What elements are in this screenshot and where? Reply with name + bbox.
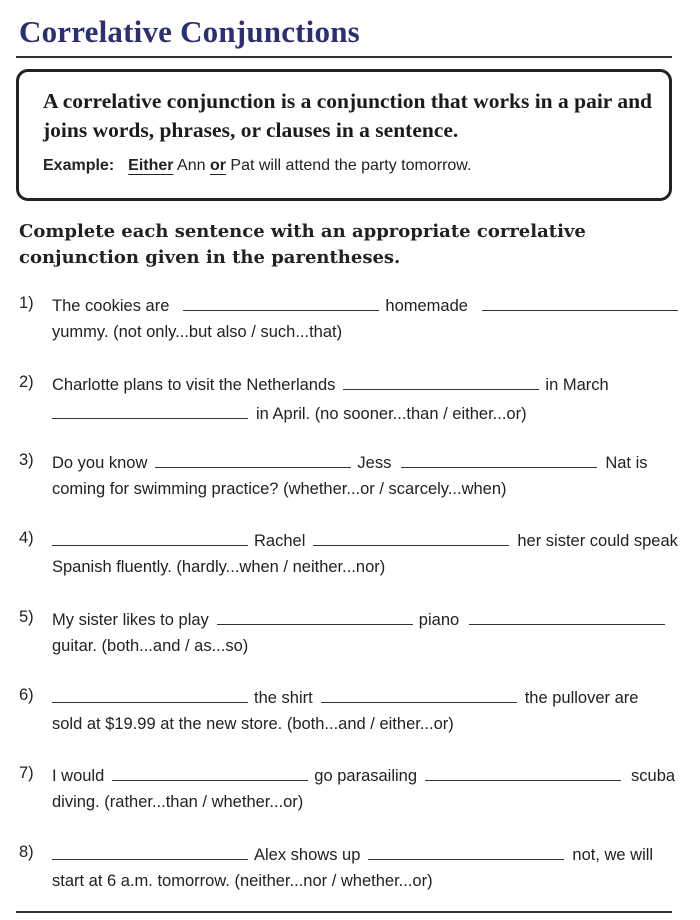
question-text: go parasailing — [314, 767, 418, 785]
example-conjunction-1: Either — [128, 157, 174, 174]
answer-blank-2[interactable] — [368, 843, 564, 860]
question-text: the pullover are — [524, 689, 639, 707]
instructions: Complete each sentence with an appropriate correlative conjunction given in the parentheses. — [19, 221, 586, 268]
question-line-2: guitar. (both...and / as...so) — [52, 637, 249, 655]
question-line-2: yummy. (not only...but also / such...that) — [52, 323, 343, 341]
answer-blank-2[interactable] — [401, 451, 597, 468]
question-line-2: Spanish fluently. (hardly...when / neither...nor) — [52, 558, 386, 576]
answer-blank-1[interactable] — [52, 686, 248, 703]
question-line-2: coming for swimming practice? (whether...or / scarcely...when) — [52, 480, 507, 498]
question-number: 8) — [19, 843, 34, 861]
question-text: scuba — [631, 767, 676, 785]
question-line-2: diving. (rather...than / whether...or) — [52, 793, 304, 811]
question-line-2: in April. (no sooner...than / either...or) — [256, 405, 527, 423]
answer-blank-1[interactable] — [217, 608, 413, 625]
question-line-2: sold at $19.99 at the new store. (both...and / either...or) — [52, 715, 454, 733]
question-text: Rachel — [254, 532, 306, 550]
example-sentence — [43, 157, 471, 175]
question-text: the shirt — [254, 689, 313, 707]
question-text: piano — [418, 611, 460, 629]
question-number: 6) — [19, 686, 34, 704]
answer-blank-1[interactable] — [155, 451, 351, 468]
definition-box — [16, 69, 672, 201]
answer-blank-1[interactable] — [52, 843, 248, 860]
title-divider — [16, 56, 672, 58]
question-number: 5) — [19, 608, 34, 626]
question-text: The cookies are — [52, 297, 170, 315]
question-text: Nat is — [605, 454, 648, 472]
answer-blank-1[interactable] — [343, 373, 539, 390]
example-end: Pat will attend the party tomorrow. — [225, 157, 472, 174]
bottom-divider — [16, 911, 672, 913]
question-text: not, we will — [572, 846, 654, 864]
question-text: homemade — [385, 297, 468, 315]
page-title: Correlative Conjunctions — [19, 14, 360, 49]
definition-text: A correlative conjunction is a conjunction that works in a pair and joins words, phrases, or clauses in a sentence. — [43, 89, 653, 142]
question-text: My sister likes to play — [52, 611, 209, 629]
answer-blank-2[interactable] — [52, 402, 248, 419]
example-label: Example: — [43, 157, 115, 174]
answer-blank-2[interactable] — [313, 529, 509, 546]
question-number: 1) — [19, 294, 34, 312]
answer-blank-2[interactable] — [482, 294, 678, 311]
question-text: Do you know — [52, 454, 148, 472]
answer-blank-1[interactable] — [183, 294, 379, 311]
question-number: 4) — [19, 529, 34, 547]
example-middle: Ann — [173, 157, 210, 174]
question-number: 7) — [19, 764, 34, 782]
answer-blank-1[interactable] — [112, 764, 308, 781]
answer-blank-1[interactable] — [52, 529, 248, 546]
question-text: I would — [52, 767, 105, 785]
question-text: her sister could speak — [517, 532, 678, 550]
question-number: 3) — [19, 451, 34, 469]
question-text: in March — [545, 376, 609, 394]
question-text: Jess — [357, 454, 392, 472]
question-line-2: start at 6 a.m. tomorrow. (neither...nor / whether...or) — [52, 872, 433, 890]
answer-blank-2[interactable] — [321, 686, 517, 703]
question-text: Alex shows up — [254, 846, 361, 864]
example-conjunction-2: or — [209, 157, 226, 174]
answer-blank-2[interactable] — [425, 764, 621, 781]
question-number: 2) — [19, 373, 34, 391]
question-text: Charlotte plans to visit the Netherlands — [52, 376, 336, 394]
answer-blank-2[interactable] — [469, 608, 665, 625]
